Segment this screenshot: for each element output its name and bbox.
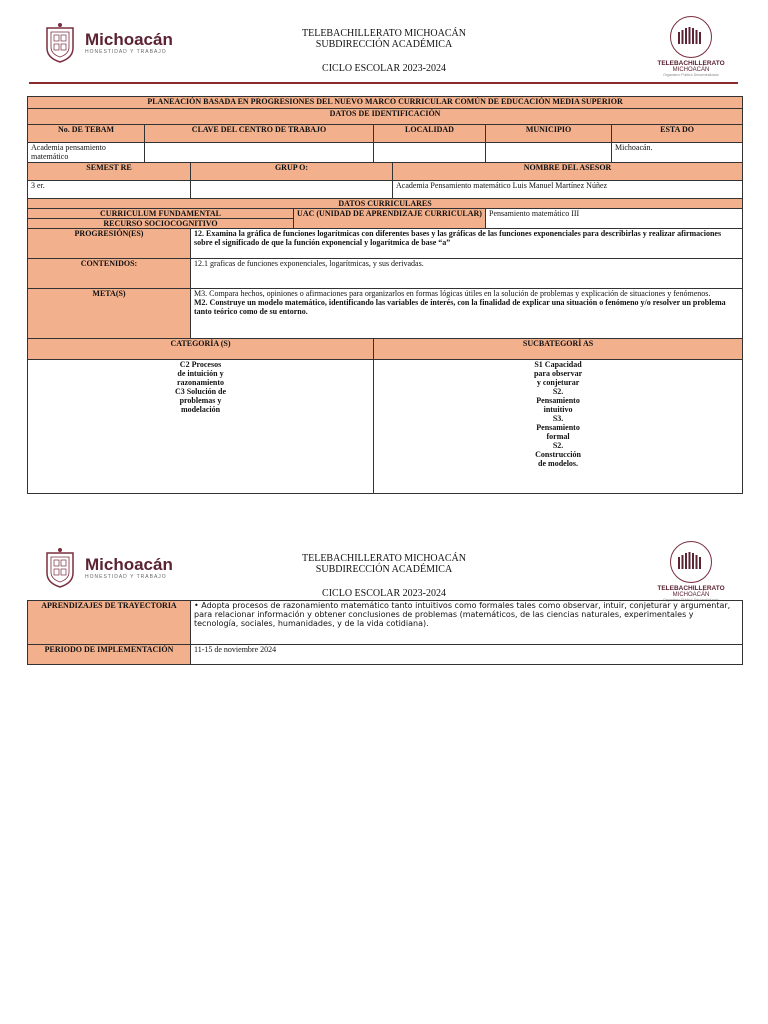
telebachillerato-logo-sub: MICHOACÁN [672, 592, 710, 598]
categoria-line: modelación [180, 405, 221, 414]
page-header [0, 0, 768, 80]
progresion-label: PROGRESIÓN(ES) [28, 229, 191, 259]
telebachillerato-logo-sub: MICHOACÁN [672, 67, 710, 73]
periodo-value: 11-15 de noviembre 2024 [191, 645, 743, 665]
col-clave-header: CLAVE DEL CENTRO DE TRABAJO [145, 125, 374, 143]
telebachillerato-logo-name: TELEBACHILLERATO [657, 60, 725, 67]
subcategoria-line: Pensamiento [536, 423, 580, 432]
uac-label: UAC (UNIDAD DE APRENDIZAJE CURRICULAR) [294, 209, 486, 229]
michoacan-logo-tagline: HONESTIDAD Y TRABAJO [85, 574, 167, 580]
categoria-line: C2 Procesos [179, 360, 222, 369]
page-header [0, 525, 768, 605]
progresion-value: 12. Examina la gráfica de funciones logarítmicas con diferentes bases y las gráficas de las funciones exponenciales para describirlas y realizar afirmaciones sobre el significado de que la función exponencial y logarítmica de base “a” [191, 229, 743, 259]
meta-value [191, 289, 743, 339]
meta-value-1: M3. Compara hechos, opiniones o afirmaciones para organizarlos en formas lógicas útiles en la solución de problemas y explicación de situaciones y fenómenos. [194, 289, 711, 298]
subcategoria-line: para observar [533, 369, 583, 378]
subcategoria-line: formal [546, 432, 570, 441]
header-rule [29, 82, 738, 84]
telebachillerato-emblem-icon [670, 16, 712, 58]
categoria-line: razonamiento [176, 378, 225, 387]
planeacion-table [27, 96, 743, 494]
col-municipio-header: MUNICIPIO [486, 125, 612, 143]
page-2 [0, 525, 768, 605]
contenidos-label: CONTENIDOS: [28, 259, 191, 289]
subdireccion-title: SUBDIRECCIÓN ACADÉMICA [315, 39, 453, 50]
org-title: TELEBACHILLERATO MICHOACÁN [302, 553, 466, 564]
subcategoria-line: S1 Capacidad [534, 360, 582, 369]
subcategoria-line: S2. [552, 441, 564, 450]
col-localidad-header: LOCALIDAD [374, 125, 486, 143]
categorias-cell [28, 360, 374, 494]
localidad-value [374, 143, 486, 163]
subcategoria-line: S2. [552, 387, 564, 396]
categoria-line: problemas y [179, 396, 222, 405]
subcategoria-header: SUCBATEGORÍ AS [374, 339, 743, 360]
header-titles [0, 28, 768, 50]
curriculum-label: CURRICULUM FUNDAMENTAL [28, 209, 294, 219]
telebachillerato-logo-name: TELEBACHILLERATO [657, 585, 725, 592]
contenidos-value: 12.1 graficas de funciones exponenciales, logarítmicas, y sus derivadas. [191, 259, 743, 289]
subcategoria-line: S3. [552, 414, 564, 423]
ciclo-escolar: CICLO ESCOLAR 2023-2024 [322, 63, 446, 74]
recurso-label: RECURSO SOCIOCOGNITIVO [28, 219, 294, 229]
col-semestre-header: SEMEST RE [28, 163, 191, 181]
col-grupo-header: GRUP O: [191, 163, 393, 181]
subcategoria-line: de modelos. [538, 459, 579, 468]
grupo-value [191, 181, 393, 199]
clave-value [145, 143, 374, 163]
header-titles [0, 553, 768, 575]
periodo-label: PERIODO DE IMPLEMENTACIÓN [28, 645, 191, 665]
meta-value-2: M2. Construye un modelo matemático, identificando las variables de interés, con la finalidad de explicar una situación o fenómeno y/o resolver un problema tanto teórico como de su entorno. [194, 298, 726, 316]
michoacan-logo-name: Michoacán [85, 555, 173, 574]
subcategoria-line: Pensamiento [536, 396, 580, 405]
ciclo-escolar: CICLO ESCOLAR 2023-2024 [322, 588, 446, 599]
telebachillerato-logo-sub2: Organismo Público Descentralizado [663, 73, 719, 77]
datos-curriculares-header: DATOS CURRICULARES [28, 199, 743, 209]
telebachillerato-emblem-icon [670, 541, 712, 583]
estado-value: Michoacán. [612, 143, 743, 163]
telebachillerato-logo [656, 541, 726, 602]
aprendizajes-table [27, 600, 743, 665]
categoria-header: CATEGORÍA (S) [28, 339, 374, 360]
michoacan-logo-tagline: HONESTIDAD Y TRABAJO [85, 49, 167, 55]
michoacan-logo-name: Michoacán [85, 30, 173, 49]
aprendizajes-label: APRENDIZAJES DE TRAYECTORIA [28, 601, 191, 645]
page-1 [0, 0, 768, 80]
subcategoria-line: y conjeturar [536, 378, 580, 387]
telebachillerato-logo [656, 16, 726, 77]
categoria-line: C3 Solución de [174, 387, 227, 396]
subdireccion-title: SUBDIRECCIÓN ACADÉMICA [315, 564, 453, 575]
planeacion-title: PLANEACIÓN BASADA EN PROGRESIONES DEL NUEVO MARCO CURRICULAR COMÚN DE EDUCACIÓN MEDIA SUPERIOR [28, 97, 743, 109]
org-title: TELEBACHILLERATO MICHOACÁN [302, 28, 466, 39]
col-tebam-header: No. DE TEBAM [28, 125, 145, 143]
semestre-value: 3 er. [28, 181, 191, 199]
asesor-value: Academia Pensamiento matemático Luis Manuel Martínez Núñez [393, 181, 743, 199]
categoria-line: de intuición y [177, 369, 224, 378]
tebam-value: Academia pensamiento matemático [28, 143, 145, 163]
subcategoria-line: intuitivo [543, 405, 573, 414]
subcategorias-cell [374, 360, 743, 494]
col-estado-header: ESTA DO [612, 125, 743, 143]
datos-identificacion-header: DATOS DE IDENTIFICACIÓN [28, 109, 743, 125]
municipio-value [486, 143, 612, 163]
col-asesor-header: NOMBRE DEL ASESOR [393, 163, 743, 181]
meta-label: META(S) [28, 289, 191, 339]
subcategoria-line: Construcción [535, 450, 581, 459]
aprendizajes-value: • Adopta procesos de razonamiento matemático tanto intuitivos como formales tales como observar, intuir, conjeturar y argumentar, para relacionar información y obtener conclusiones de problemas (matemáticos, de las ciencias naturales, experimentales y tecnología, sociales, humanidades, y de la vida cotidiana). [191, 601, 743, 645]
telebachillerato-logo-sub2: Organismo Público Descentralizado [663, 598, 719, 602]
uac-value: Pensamiento matemático III [486, 209, 743, 229]
